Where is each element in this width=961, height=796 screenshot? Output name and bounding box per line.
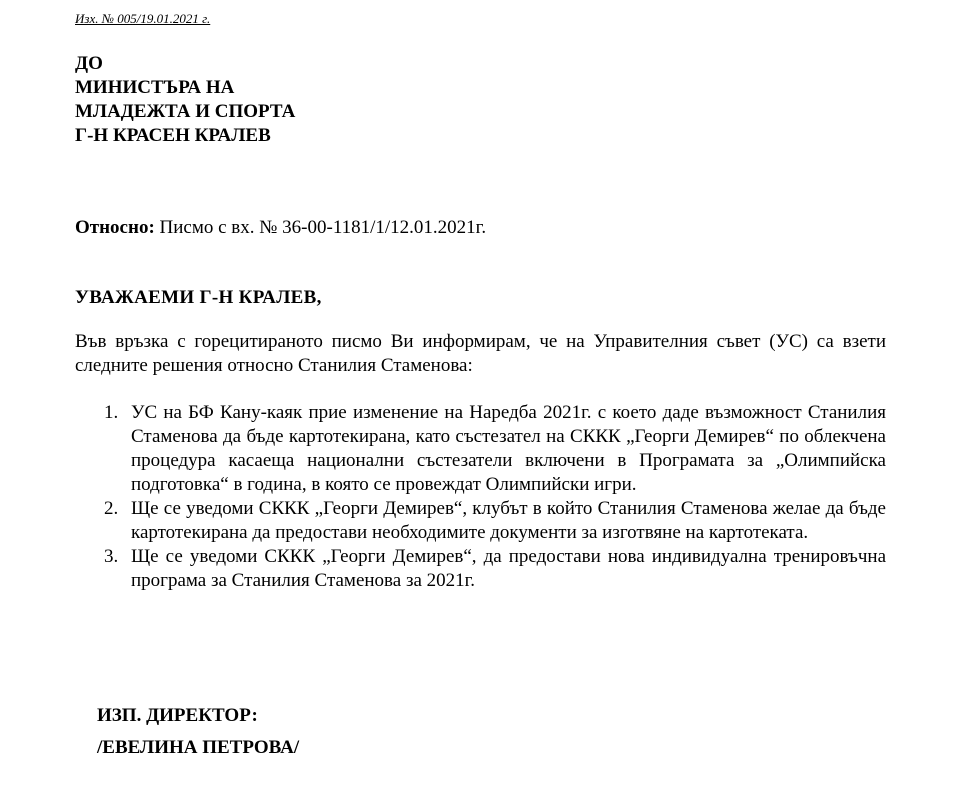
addressee-line: МИНИСТЪРА НА: [75, 77, 235, 98]
list-item: [75, 401, 886, 497]
greeting: УВАЖАЕМИ Г-Н КРАЛЕВ,: [75, 287, 322, 308]
reference-number: Изх. № 005/19.01.2021 г.: [75, 11, 211, 26]
signature-block: [97, 700, 299, 764]
subject-text: Писмо с вх. № 36-00-1181/1/12.01.2021г.: [154, 217, 487, 238]
list-item-number: 2.: [104, 498, 119, 519]
list-item-number: 3.: [104, 546, 119, 567]
list-item-text: Ще се уведоми СККК „Георги Демирев“, да предостави нова индивидуална тренировъчна програма за Станилия Стаменова за 2021г.: [131, 546, 886, 591]
list-item: [75, 497, 886, 545]
addressee-line: Г-Н КРАСЕН КРАЛЕВ: [75, 125, 271, 146]
list-item-text: УС на БФ Кану-каяк прие изменение на Наредба 2021г. с което даде възможност Станилия Стаменова да бъде картотекирана, като състезател на СККК „Георги Демирев“ по облекчена процедура касаеща национални състезатели включени в Програмата за „Олимпийска подготовка“ в година, в която се провеждат Олимпийски игри.: [131, 402, 886, 495]
signature-name: /ЕВЕЛИНА ПЕТРОВА/: [97, 737, 300, 758]
subject-label: Относно:: [75, 217, 155, 238]
list-item: [75, 545, 886, 593]
intro-paragraph: Във връзка с горецитираното писмо Ви информирам, че на Управителния съвет (УС) са взети следните решения относно Станилия Стаменова:: [75, 331, 886, 376]
signature-title: ИЗП. ДИРЕКТОР:: [97, 705, 258, 726]
addressee-line: ДО: [75, 53, 103, 74]
decisions-list: [75, 401, 886, 593]
subject-line: [75, 217, 486, 239]
list-item-number: 1.: [104, 402, 119, 423]
list-item-text: Ще се уведоми СККК „Георги Демирев“, клубът в който Станилия Стаменова желае да бъде картотекирана да предостави необходимите документи за изготвяне на картотеката.: [131, 498, 886, 543]
addressee-line: МЛАДЕЖТА И СПОРТА: [75, 101, 296, 122]
addressee-block: [75, 52, 295, 148]
